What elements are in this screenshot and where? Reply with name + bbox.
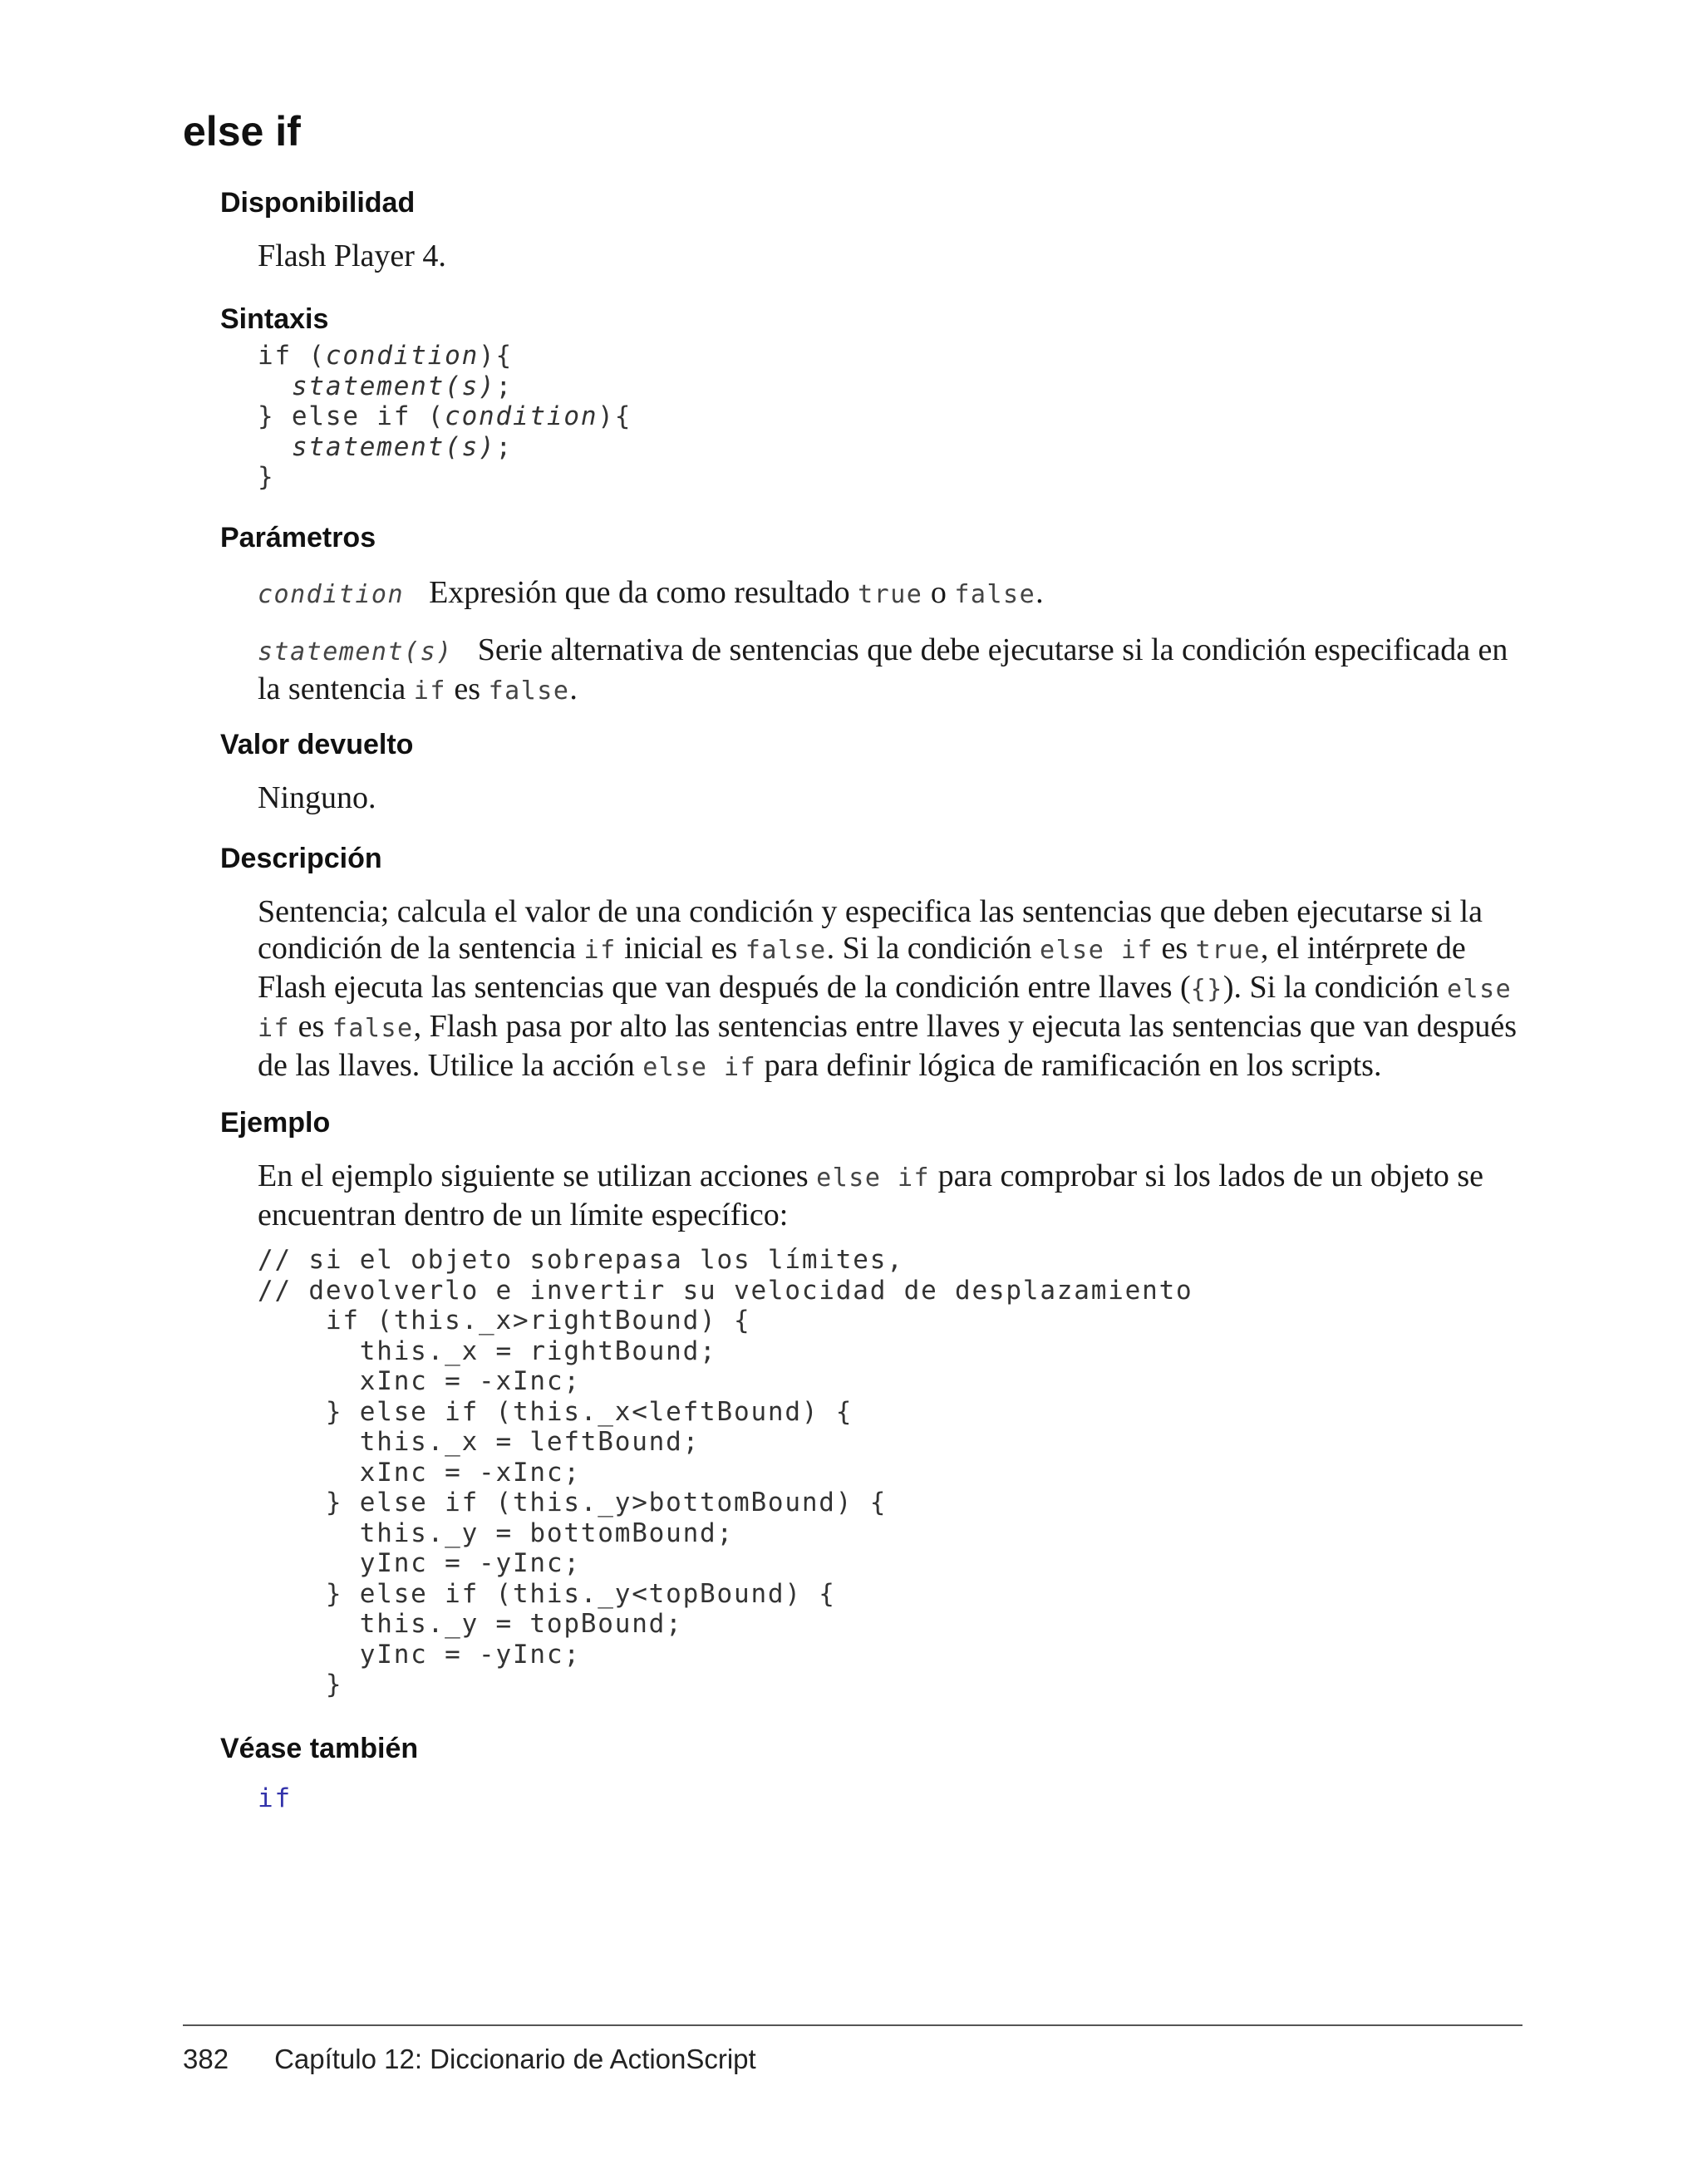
parameters-section bbox=[220, 521, 1533, 710]
example-code-line: this._x = rightBound; bbox=[258, 1335, 717, 1366]
example-code-line: xInc = -xInc; bbox=[258, 1366, 581, 1396]
description-inline-code: else if bbox=[642, 1053, 757, 1082]
syntax-section bbox=[220, 303, 1533, 493]
parameter-description-text-run: . bbox=[1035, 575, 1044, 610]
example-intro-inline-code: else if bbox=[816, 1163, 931, 1193]
description-text-run: para definir lógica de ramificación en los scripts. bbox=[756, 1048, 1382, 1083]
description-text-run: , Flash pasa por alto las sentencias entre llaves y ejecuta las sentencias que van después de las llaves. Utilice la acción bbox=[258, 1009, 1518, 1083]
see-also-section bbox=[220, 1732, 1533, 1813]
description-text-run: es bbox=[290, 1009, 332, 1044]
syntax-code-line bbox=[258, 462, 1533, 493]
example-heading: Ejemplo bbox=[220, 1107, 331, 1139]
availability-text: Flash Player 4. bbox=[258, 239, 446, 273]
return-value-heading: Valor devuelto bbox=[220, 729, 414, 760]
syntax-code-line bbox=[258, 401, 1533, 432]
parameter-item bbox=[220, 632, 1533, 710]
description-inline-code: false bbox=[745, 936, 827, 965]
syntax-token: ){ bbox=[479, 341, 513, 371]
example-code-line: yInc = -yInc; bbox=[258, 1639, 581, 1670]
syntax-token: ){ bbox=[598, 401, 632, 431]
return-value-section bbox=[220, 728, 1533, 816]
parameter-description-inline-code: true bbox=[858, 580, 923, 609]
availability-section bbox=[220, 186, 1533, 274]
parameter-description-text-run: Expresión que da como resultado bbox=[429, 575, 858, 610]
syntax-token: statement(s) bbox=[291, 431, 496, 462]
description-text bbox=[220, 893, 1533, 1086]
page-title: else if bbox=[183, 108, 301, 155]
parameters-list bbox=[220, 574, 1533, 710]
syntax-token: ; bbox=[495, 431, 513, 462]
parameter-description-text-run: o bbox=[922, 575, 955, 610]
example-code-line: } else if (this._x<leftBound) { bbox=[258, 1396, 853, 1427]
description-text-run: es bbox=[1153, 931, 1196, 966]
syntax-token: condition bbox=[445, 401, 598, 431]
description-section bbox=[220, 842, 1533, 1086]
example-intro-text-run: En el ejemplo siguiente se utilizan acciones bbox=[258, 1158, 817, 1193]
syntax-token: ; bbox=[495, 371, 513, 401]
description-inline-code: {} bbox=[1190, 975, 1223, 1004]
syntax-token: if ( bbox=[258, 341, 326, 371]
parameter-description-inline-code: if bbox=[413, 676, 446, 706]
description-text-run: , el intérprete de Flash ejecuta las sentencias que van después de la condición entre llaves ( bbox=[258, 931, 1466, 1005]
description-text-run: . Si la condición bbox=[826, 931, 1040, 966]
syntax-token: } else if ( bbox=[258, 401, 445, 431]
parameters-heading: Parámetros bbox=[220, 522, 376, 553]
example-code-line: } else if (this._y>bottomBound) { bbox=[258, 1488, 888, 1517]
see-also-heading: Véase también bbox=[220, 1733, 419, 1764]
example-intro bbox=[220, 1158, 1533, 1233]
syntax-heading: Sintaxis bbox=[220, 303, 329, 335]
description-inline-code: false bbox=[332, 1014, 414, 1043]
description-inline-code: if bbox=[583, 936, 617, 965]
parameter-description-inline-code: false bbox=[488, 676, 570, 706]
example-code-line: xInc = -xInc; bbox=[258, 1457, 581, 1488]
description-text-run: inicial es bbox=[616, 931, 745, 966]
description-inline-code: else if bbox=[1040, 936, 1154, 965]
syntax-token: condition bbox=[325, 341, 480, 371]
example-code-line: } bbox=[258, 1670, 343, 1699]
description-heading: Descripción bbox=[220, 843, 382, 874]
example-intro-text-run: para comprobar si los lados de un objeto se encuentran dentro de un límite específico: bbox=[258, 1158, 1483, 1232]
syntax-code-line bbox=[258, 341, 1533, 371]
example-code-line: } else if (this._y<topBound) { bbox=[258, 1578, 836, 1609]
availability-heading: Disponibilidad bbox=[220, 187, 416, 219]
example-section bbox=[220, 1106, 1533, 1700]
syntax-code-block bbox=[220, 341, 1533, 493]
footer-divider bbox=[183, 2024, 1522, 2026]
description-inline-code: else if bbox=[258, 975, 1513, 1043]
example-code-line: // devolverlo e invertir su velocidad de desplazamiento bbox=[258, 1275, 1193, 1306]
parameter-item bbox=[220, 574, 1533, 613]
description-text-run: Sentencia; calcula el valor de una condición y especifica las sentencias que deben ejecutarse si la condición de la sentencia bbox=[258, 894, 1483, 966]
syntax-token: statement(s) bbox=[291, 371, 496, 401]
example-code-line: if (this._x>rightBound) { bbox=[258, 1306, 751, 1335]
example-code-line: this._y = topBound; bbox=[258, 1609, 683, 1639]
example-code-line: // si el objeto sobrepasa los límites, bbox=[258, 1245, 904, 1275]
example-code-line: yInc = -yInc; bbox=[258, 1548, 581, 1578]
example-code-line: this._y = bottomBound; bbox=[258, 1517, 734, 1548]
example-code-line: this._x = leftBound; bbox=[258, 1427, 701, 1457]
description-text-run: ). Si la condición bbox=[1222, 970, 1447, 1005]
page-footer bbox=[183, 2043, 756, 2076]
example-code-block bbox=[220, 1245, 1533, 1700]
syntax-code-line bbox=[258, 432, 1533, 463]
parameter-description-text-run: . bbox=[569, 671, 578, 706]
parameter-description-text-run: es bbox=[445, 671, 489, 706]
chapter-title: Capítulo 12: Diccionario de ActionScript bbox=[274, 2044, 756, 2074]
return-value-text: Ninguno. bbox=[258, 780, 376, 815]
parameter-name: statement(s) bbox=[258, 637, 453, 667]
description-inline-code: true bbox=[1195, 936, 1261, 965]
parameter-description-inline-code: false bbox=[954, 580, 1036, 609]
parameter-description-text-run: Serie alternativa de sentencias que debe ejecutarse si la condición especificada en la sentencia bbox=[258, 632, 1508, 706]
parameter-name: condition bbox=[258, 580, 405, 609]
syntax-token: } bbox=[258, 462, 275, 492]
syntax-code-line bbox=[258, 371, 1533, 402]
page-number: 382 bbox=[183, 2044, 229, 2074]
see-also-link-if[interactable]: if bbox=[258, 1783, 292, 1813]
